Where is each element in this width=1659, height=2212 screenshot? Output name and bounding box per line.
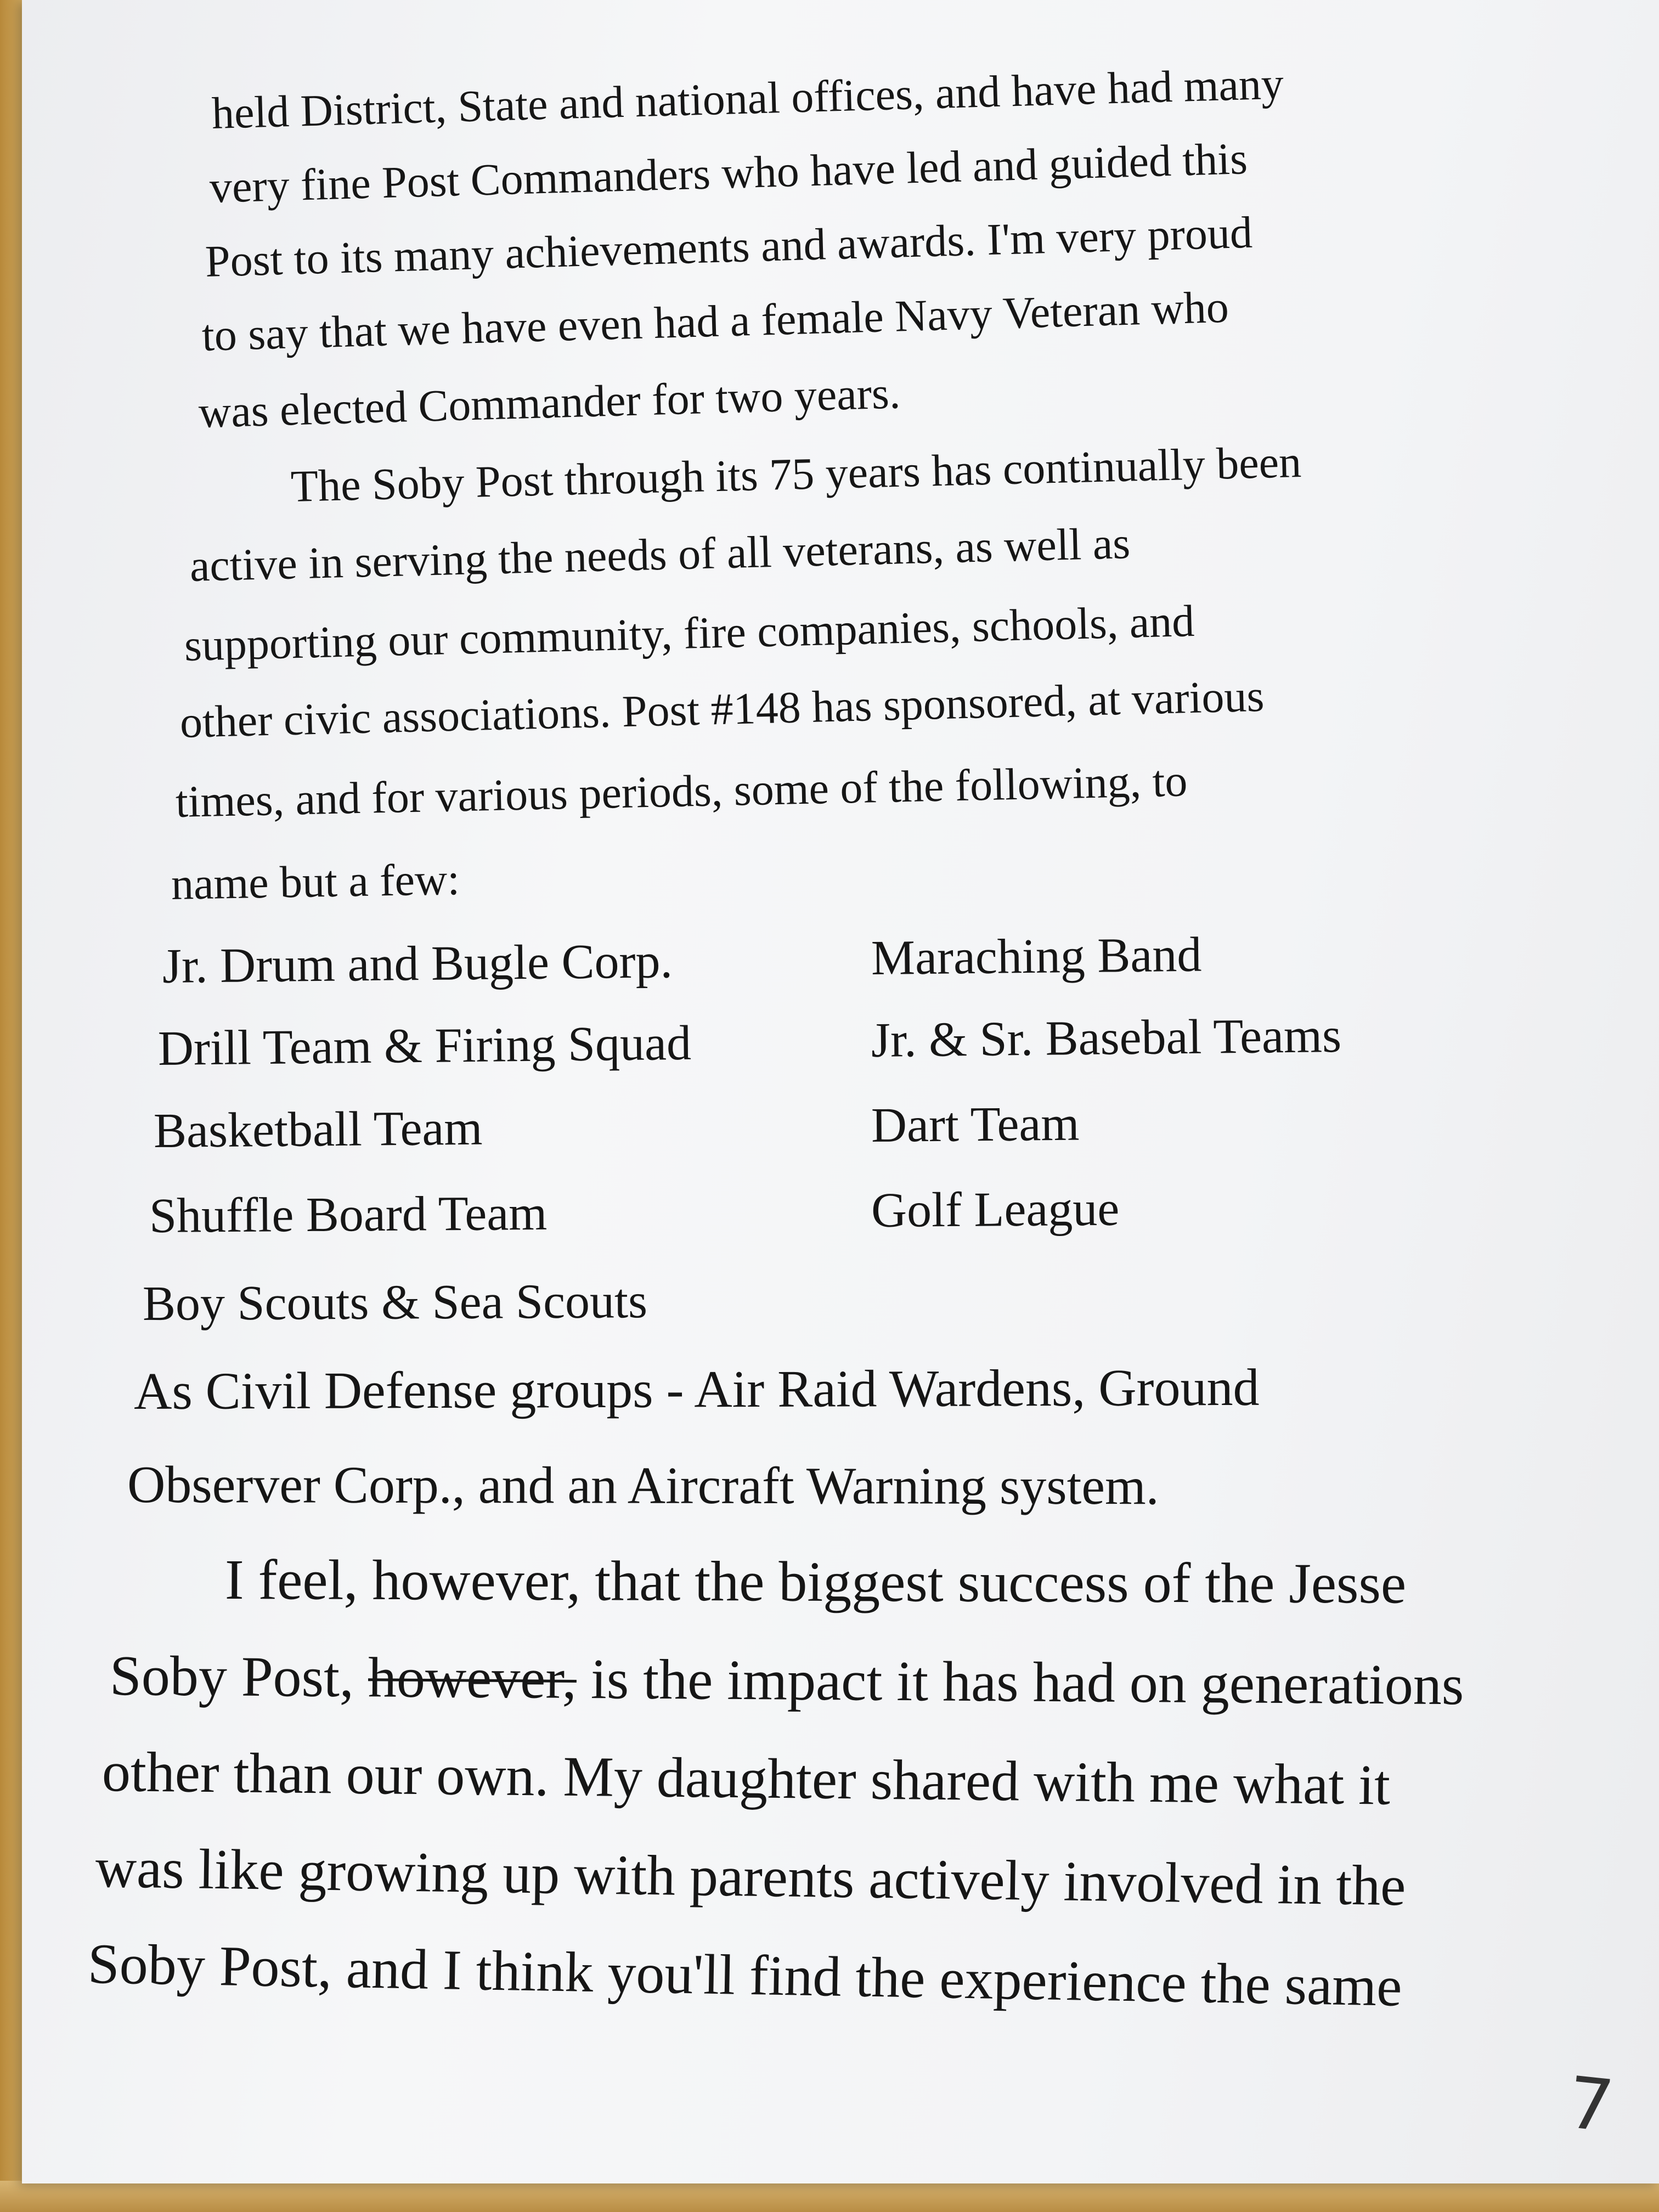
paragraph-3-line-3: other than our own. My daughter shared with me what it — [101, 1740, 1391, 1817]
list-item-dart-team: Dart Team — [871, 1096, 1080, 1153]
civil-defense-line-2: Observer Corp., and an Aircraft Warning system. — [127, 1455, 1159, 1516]
paragraph-1-line-5: was elected Commander for two years. — [198, 368, 901, 437]
paragraph-3-line-4: was like growing up with parents actively involved in the — [95, 1836, 1407, 1918]
paragraph-2-line-5: times, and for various periods, some of the following, to — [175, 755, 1188, 827]
paragraph-2-line-3: supporting our community, fire companies, schools, and — [183, 596, 1195, 670]
paragraph-2-line-1: The Soby Post through its 75 years has continually been — [290, 436, 1302, 511]
civil-defense-line-1: As Civil Defense groups - Air Raid Wardens, Ground — [133, 1357, 1260, 1420]
list-item-golf-league: Golf League — [871, 1181, 1120, 1238]
paragraph-2-line-2: active in serving the needs of all veterans, as well as — [189, 518, 1131, 591]
paragraph-1-line-1: held District, State and national offices, and have had many — [211, 58, 1285, 138]
paragraph-2-line-6: name but a few: — [171, 854, 460, 909]
paragraph-3-line-2-end: is the impact it has had on generations — [576, 1647, 1464, 1717]
desk-edge-bottom — [0, 2181, 1659, 2212]
paragraph-3-line-2 — [110, 1643, 1464, 1718]
list-item-scouts: Boy Scouts & Sea Scouts — [142, 1274, 648, 1331]
list-item-marching-band: Maraching Band — [871, 927, 1202, 985]
paragraph-1-line-2: very fine Post Commanders who have led and guided this — [208, 133, 1249, 212]
list-item-drum-bugle: Jr. Drum and Bugle Corp. — [162, 934, 673, 994]
paragraph-1-line-4: to say that we have even had a female Navy Veteran who — [201, 281, 1229, 360]
page-number: 7 — [1564, 2061, 1618, 2148]
list-item-basketball: Basketball Team — [153, 1101, 483, 1158]
list-item-baseball: Jr. & Sr. Basebal Teams — [871, 1008, 1342, 1068]
list-item-shuffle-board: Shuffle Board Team — [149, 1186, 548, 1243]
struck-word-however: however, — [368, 1646, 577, 1711]
paragraph-2-line-4: other civic associations. Post #148 has sponsored, at various — [179, 670, 1265, 747]
paragraph-3-line-5: Soby Post, and I think you'll find the experience the same — [87, 1932, 1403, 2018]
paragraph-3-line-2-start: Soby Post, — [109, 1644, 369, 1709]
document-page — [22, 0, 1659, 2183]
list-item-drill-team: Drill Team & Firing Squad — [157, 1015, 692, 1076]
paragraph-3-line-1: I feel, however, that the biggest success of the Jesse — [224, 1548, 1407, 1616]
paragraph-1-line-3: Post to its many achievements and awards. I'm very proud — [204, 207, 1253, 286]
